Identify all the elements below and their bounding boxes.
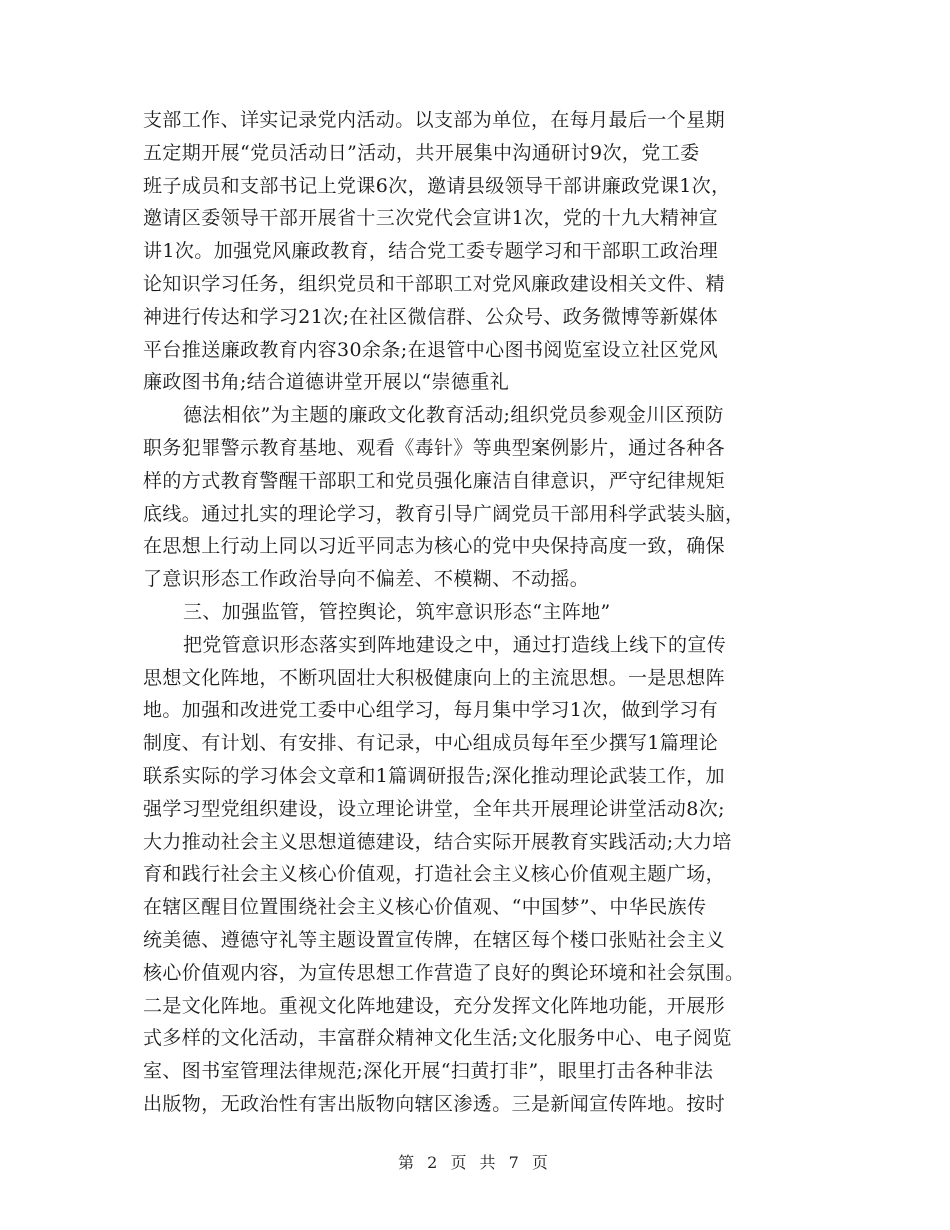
text-line: 大力推动社会主义思想道德建设，结合实际开展教育实践活动;大力培: [143, 830, 732, 853]
text-line: 制度、有计划、有安排、有记录，中心组成员每年至少撰写1篇理论: [143, 732, 719, 755]
text-line: 统美德、遵德守礼等主题设置宣传牌，在辖区每个楼口张贴社会主义: [143, 928, 726, 951]
text-line: 讲1次。加强党风廉政教育，结合党工委专题学习和干部职工政治理: [143, 240, 719, 263]
text-line: 室、图书室管理法律规范;深化开展“扫黄打非”，眼里打击各种非法: [143, 1060, 714, 1083]
text-line: 三、加强监管，管控舆论，筑牢意识形态“主阵地”: [183, 600, 611, 623]
text-line: 神进行传达和学习21次;在社区微信群、公众号、政务微博等新媒体: [143, 305, 718, 328]
text-line: 出版物，无政治性有害出版物向辖区渗透。三是新闻宣传阵地。按时: [143, 1092, 726, 1115]
text-line: 职务犯罪警示教育基地、观看《毒针》等典型案例影片，通过各种各: [143, 436, 726, 459]
text-line: 邀请区委领导干部开展省十三次党代会宣讲1次，党的十九大精神宣: [143, 207, 719, 230]
text-line: 式多样的文化活动，丰富群众精神文化生活;文化服务中心、电子阅览: [143, 1027, 732, 1050]
text-line: 底线。通过扎实的理论学习，教育引导广阔党员干部用科学武装头脑，: [143, 502, 745, 525]
text-line: 班子成员和支部书记上党课6次，邀请县级领导干部讲廉政党课1次，: [143, 174, 731, 197]
text-line: 论知识学习任务，组织党员和干部职工对党风廉政建设相关文件、精: [143, 272, 726, 295]
page-footer: 第 2 页 共 7 页: [398, 1153, 552, 1172]
text-line: 强学习型党组织建设，设立理论讲堂，全年共开展理论讲堂活动8次;: [143, 797, 725, 820]
body-text: [143, 104, 811, 1121]
text-line: 了意识形态工作政治导向不偏差、不模糊、不动摇。: [143, 568, 590, 591]
text-line: 德法相依”为主题的廉政文化教育活动;组织党员参观金川区预防: [183, 404, 724, 427]
text-line: 五定期开展“党员活动日”活动，共开展集中沟通研讨9次，党工委: [143, 141, 700, 164]
text-line: 把党管意识形态落实到阵地建设之中，通过打造线上线下的宣传: [183, 633, 727, 656]
text-line: 联系实际的学习体会文章和1篇调研报告;深化推动理论武装工作，加: [143, 764, 725, 787]
text-line: 育和践行社会主义核心价值观，打造社会主义核心价值观主题广场，: [143, 863, 726, 886]
text-line: 二是文化阵地。重视文化阵地建设，充分发挥文化阵地功能，开展形: [143, 994, 726, 1017]
text-line: 样的方式教育警醒干部职工和党员强化廉洁自律意识，严守纪律规矩: [143, 469, 726, 492]
text-line: 地。加强和改进党工委中心组学习，每月集中学习1次，做到学习有: [143, 699, 719, 722]
text-line: 在思想上行动上同以习近平同志为核心的党中央保持高度一致，确保: [143, 535, 726, 558]
text-line: 平台推送廉政教育内容30余条;在退管中心图书阅览室设立社区党风: [143, 338, 718, 361]
text-line: 在辖区醒目位置围绕社会主义核心价值观、“中国梦”、中华民族传: [143, 896, 707, 919]
text-line: 核心价值观内容，为宣传思想工作营造了良好的舆论环境和社会氛围。: [143, 961, 745, 984]
text-line: 思想文化阵地，不断巩固壮大积极健康向上的主流思想。一是思想阵: [143, 666, 726, 689]
text-line: 廉政图书角;结合道德讲堂开展以“崇德重礼: [143, 371, 510, 394]
text-line: 支部工作、详实记录党内活动。以支部为单位，在每月最后一个星期: [143, 109, 726, 131]
